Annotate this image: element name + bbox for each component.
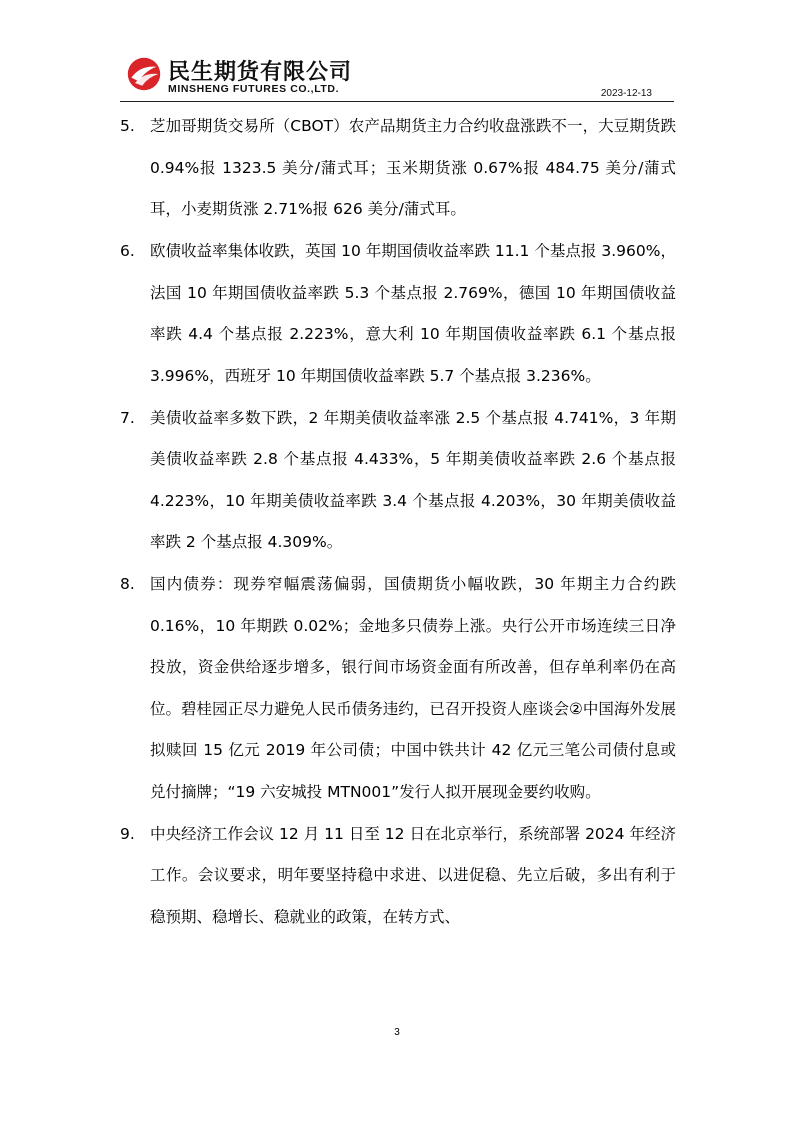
- list-item: [120, 398, 676, 564]
- list-item: [120, 106, 676, 231]
- company-name-cn: 民生期货有限公司: [168, 60, 353, 85]
- news-list: [120, 106, 676, 938]
- header-divider: [120, 101, 674, 102]
- minsheng-logo-icon: [126, 56, 162, 92]
- list-item: [120, 231, 676, 397]
- item-number: 8.: [120, 575, 135, 593]
- company-name-en: MINSHENG FUTURES CO.,LTD.: [168, 83, 340, 95]
- page-header: [120, 52, 674, 102]
- item-text: 国内债券：现券窄幅震荡偏弱，国债期货小幅收跌，30 年期主力合约跌 0.16%，10 年期跌 0.02%；金地多只债券上涨。央行公开市场连续三日净投放，资金供给逐步增多，银行间市场资金面有所改善，但存单利率仍在高位。碧桂园正尽力避免人民币债务违约，已召开投资人座谈会②中国海外发展拟赎回 15 亿元 2019 年公司债；中国中铁共计 42 亿元三笔公司债付息或兑付摘牌；“19 六安城投 MTN001”发行人拟开展现金要约收购。: [150, 575, 676, 801]
- item-text: 欧债收益率集体收跌，英国 10 年期国债收益率跌 11.1 个基点报 3.960%，法国 10 年期国债收益率跌 5.3 个基点报 2.769%，德国 10 年期国债收益率跌 4.4 个基点报 2.223%，意大利 10 年期国债收益率跌 6.1 个基点报 3.996%，西班牙 10 年期国债收益率跌 5.7 个基点报 3.236%。: [150, 242, 676, 385]
- item-number: 6.: [120, 242, 135, 260]
- item-number: 7.: [120, 408, 135, 427]
- item-number: 9.: [120, 824, 135, 843]
- list-item: [120, 814, 676, 939]
- item-text: 芝加哥期货交易所（CBOT）农产品期货主力合约收盘涨跌不一，大豆期货跌 0.94%报 1323.5 美分/蒲式耳；玉米期货涨 0.67%报 484.75 美分/蒲式耳，小麦期货涨 2.71%报 626 美分/蒲式耳。: [150, 117, 676, 218]
- item-number: 5.: [120, 117, 135, 135]
- page-number: 3: [394, 1027, 400, 1038]
- item-text: 美债收益率多数下跌，2 年期美债收益率涨 2.5 个基点报 4.741%，3 年期美债收益率跌 2.8 个基点报 4.433%，5 年期美债收益率跌 2.6 个基点报 4.223%，10 年期美债收益率跌 3.4 个基点报 4.203%，30 年期美债收益率跌 2 个基点报 4.309%。: [150, 408, 676, 551]
- list-item: [120, 564, 676, 813]
- item-text: 中央经济工作会议 12 月 11 日至 12 日在北京举行，系统部署 2024 年经济工作。会议要求，明年要坚持稳中求进、以进促稳、先立后破，多出有利于稳预期、稳增长、稳就业的政策，在转方式、: [150, 824, 676, 926]
- report-date: 2023-12-13: [600, 88, 652, 99]
